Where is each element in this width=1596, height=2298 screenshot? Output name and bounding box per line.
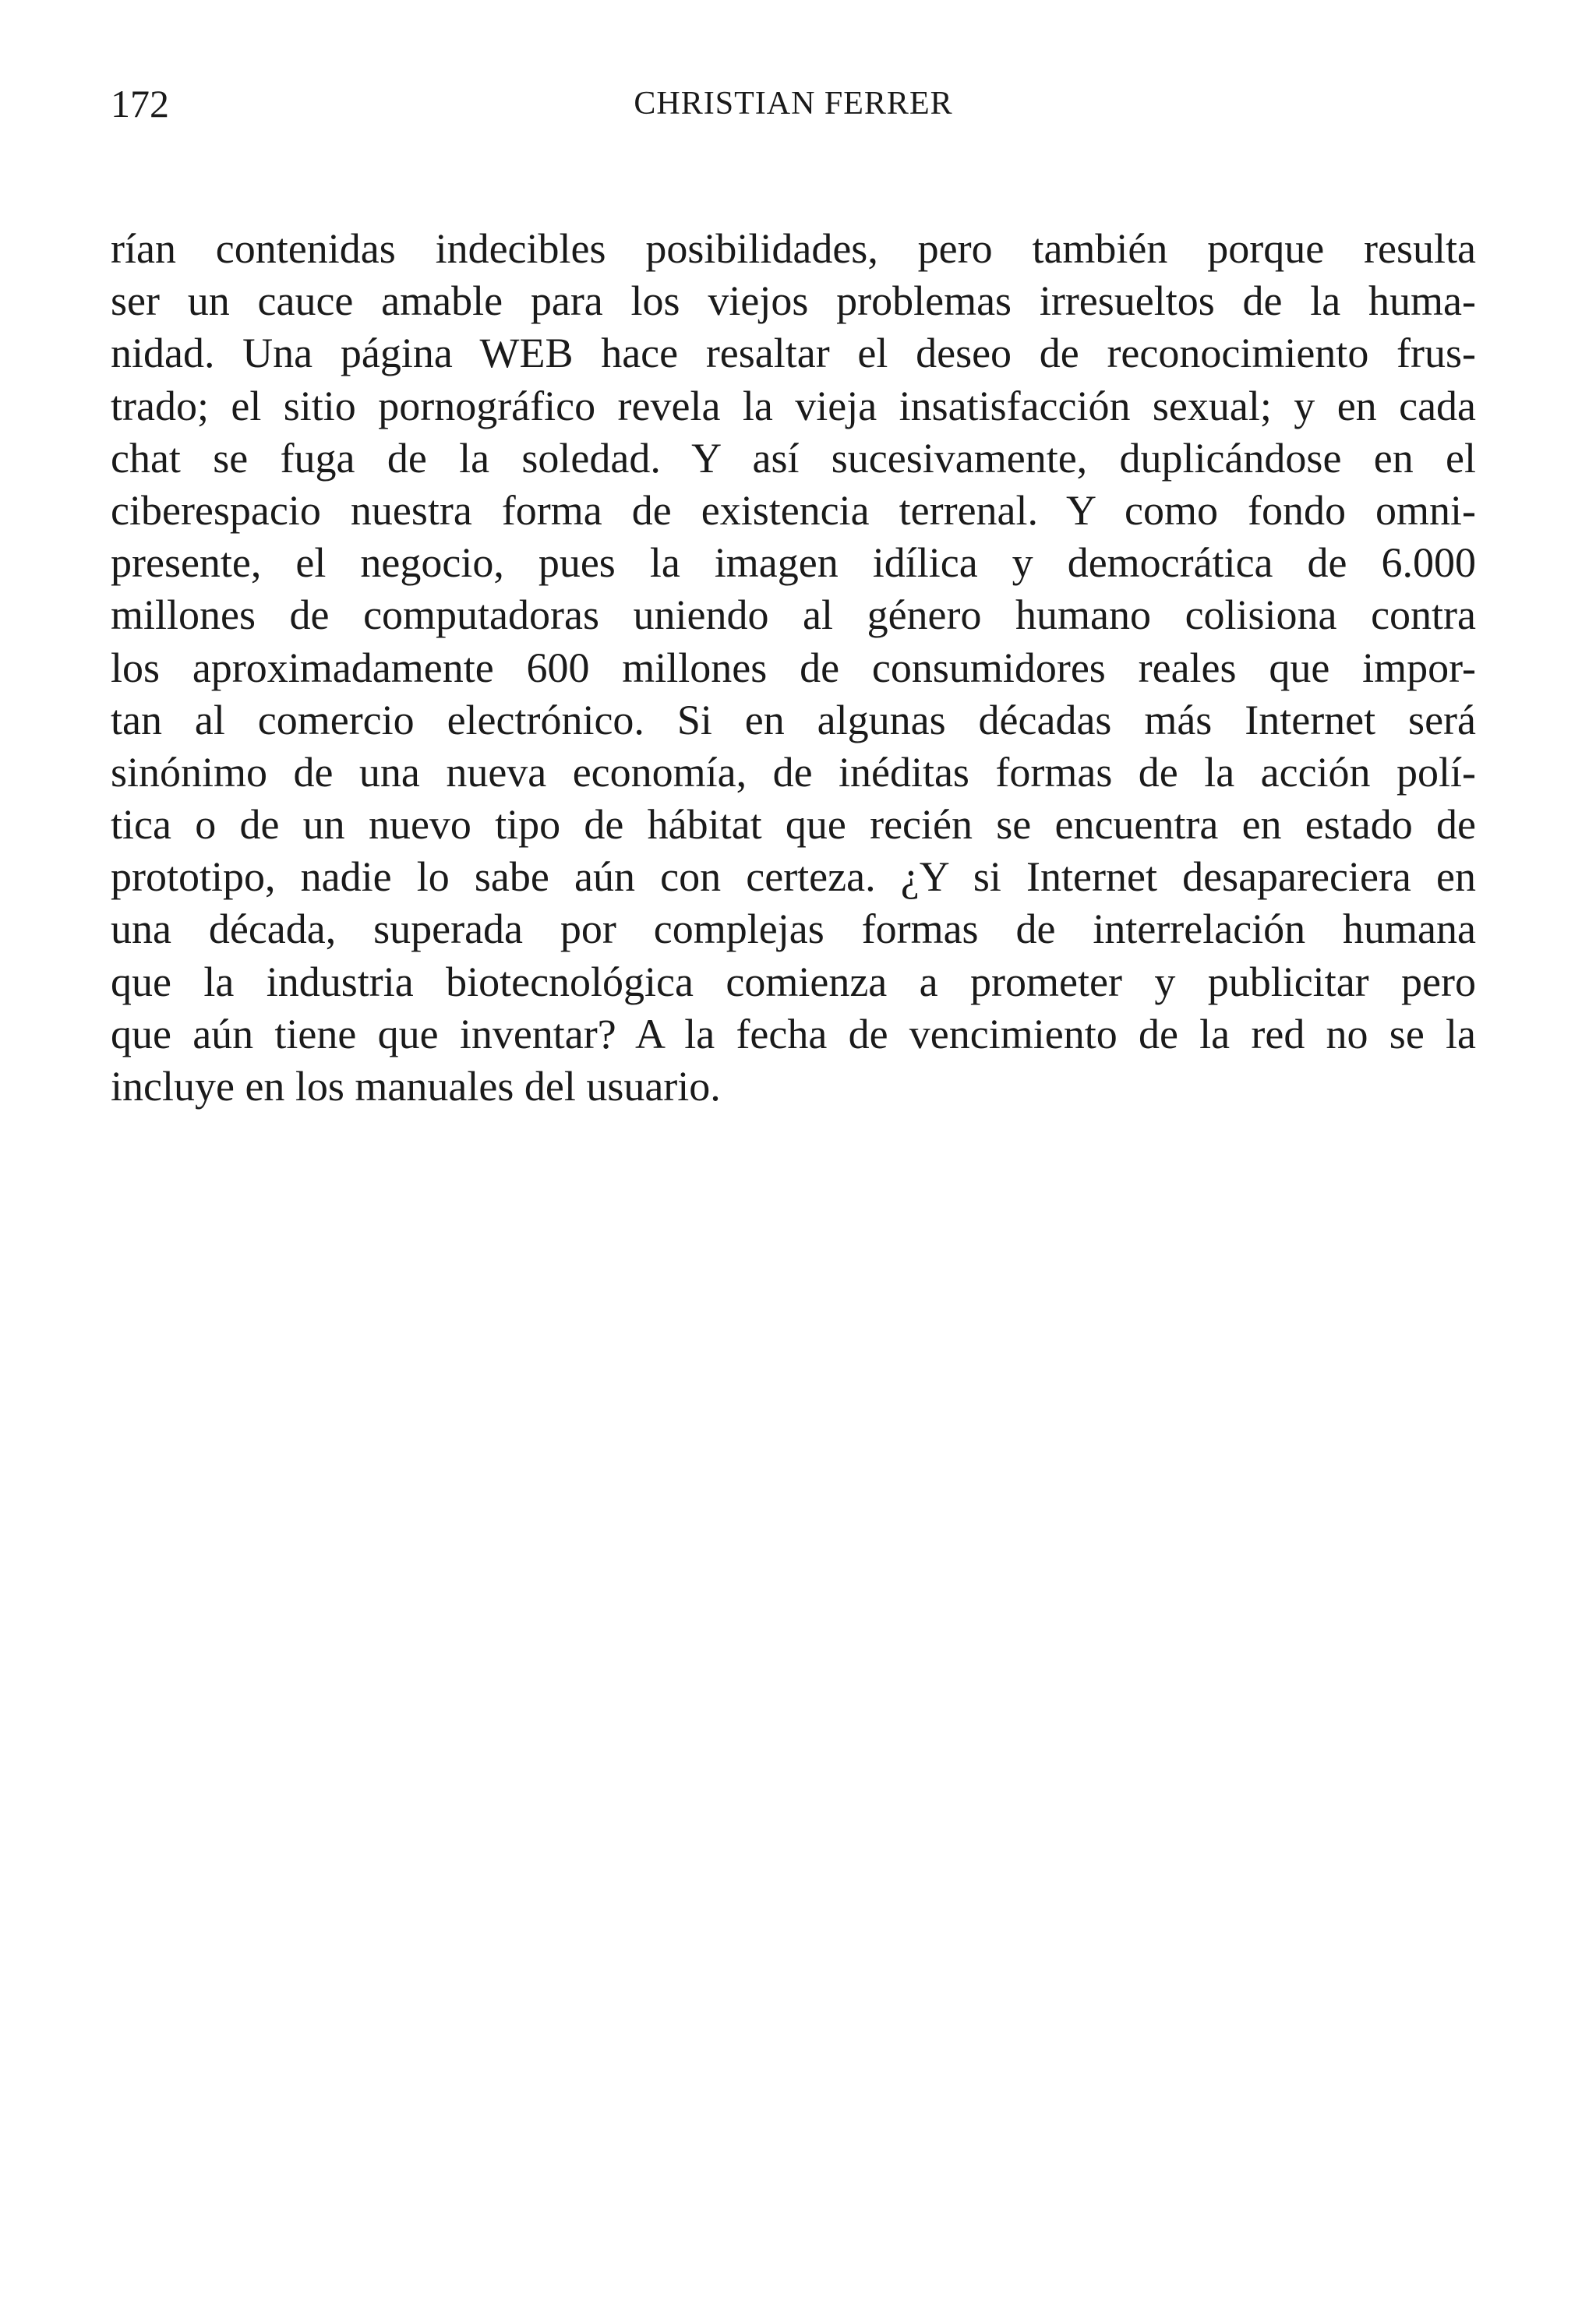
running-title: CHRISTIAN FERRER [634,86,953,122]
running-head [111,76,1476,131]
text-line: que la industria biotecnológica comienza a prometer y publicitar pero [111,958,1476,1005]
text-line: nidad. Una página WEB hace resaltar el deseo de reconocimiento frus- [111,330,1476,377]
text-line: los aproximadamente 600 millones de consumidores reales que impor- [111,644,1476,691]
text-line: una década, superada por complejas formas de interrelación humana [111,905,1476,953]
text-line: prototipo, nadie lo sabe aún con certeza. ¿Y si Internet desapareciera en [111,853,1476,901]
text-line: millones de computadoras uniendo al género humano colisiona contra [111,591,1476,639]
text-line: incluye en los manuales del usuario. [111,1063,721,1110]
text-line: tica o de un nuevo tipo de hábitat que recién se encuentra en estado de [111,801,1476,849]
text-line: rían contenidas indecibles posibilidades, pero también porque resulta [111,225,1476,272]
text-line: tan al comercio electrónico. Si en algunas décadas más Internet será [111,696,1476,743]
page-number: 172 [111,82,169,125]
text-line: trado; el sitio pornográfico revela la vieja insatisfacción sexual; y en cada [111,382,1476,429]
text-line: sinónimo de una nueva economía, de inéditas formas de la acción polí- [111,748,1476,796]
text-line: chat se fuga de la soledad. Y así sucesivamente, duplicándose en el [111,434,1476,482]
text-line: ser un cauce amable para los viejos problemas irresueltos de la huma- [111,277,1476,325]
text-line: presente, el negocio, pues la imagen idílica y democrática de 6.000 [111,539,1476,587]
body-paragraph [111,223,1476,1113]
text-line: ciberespacio nuestra forma de existencia terrenal. Y como fondo omni- [111,486,1476,534]
text-line: que aún tiene que inventar? A la fecha de vencimiento de la red no se la [111,1010,1476,1057]
